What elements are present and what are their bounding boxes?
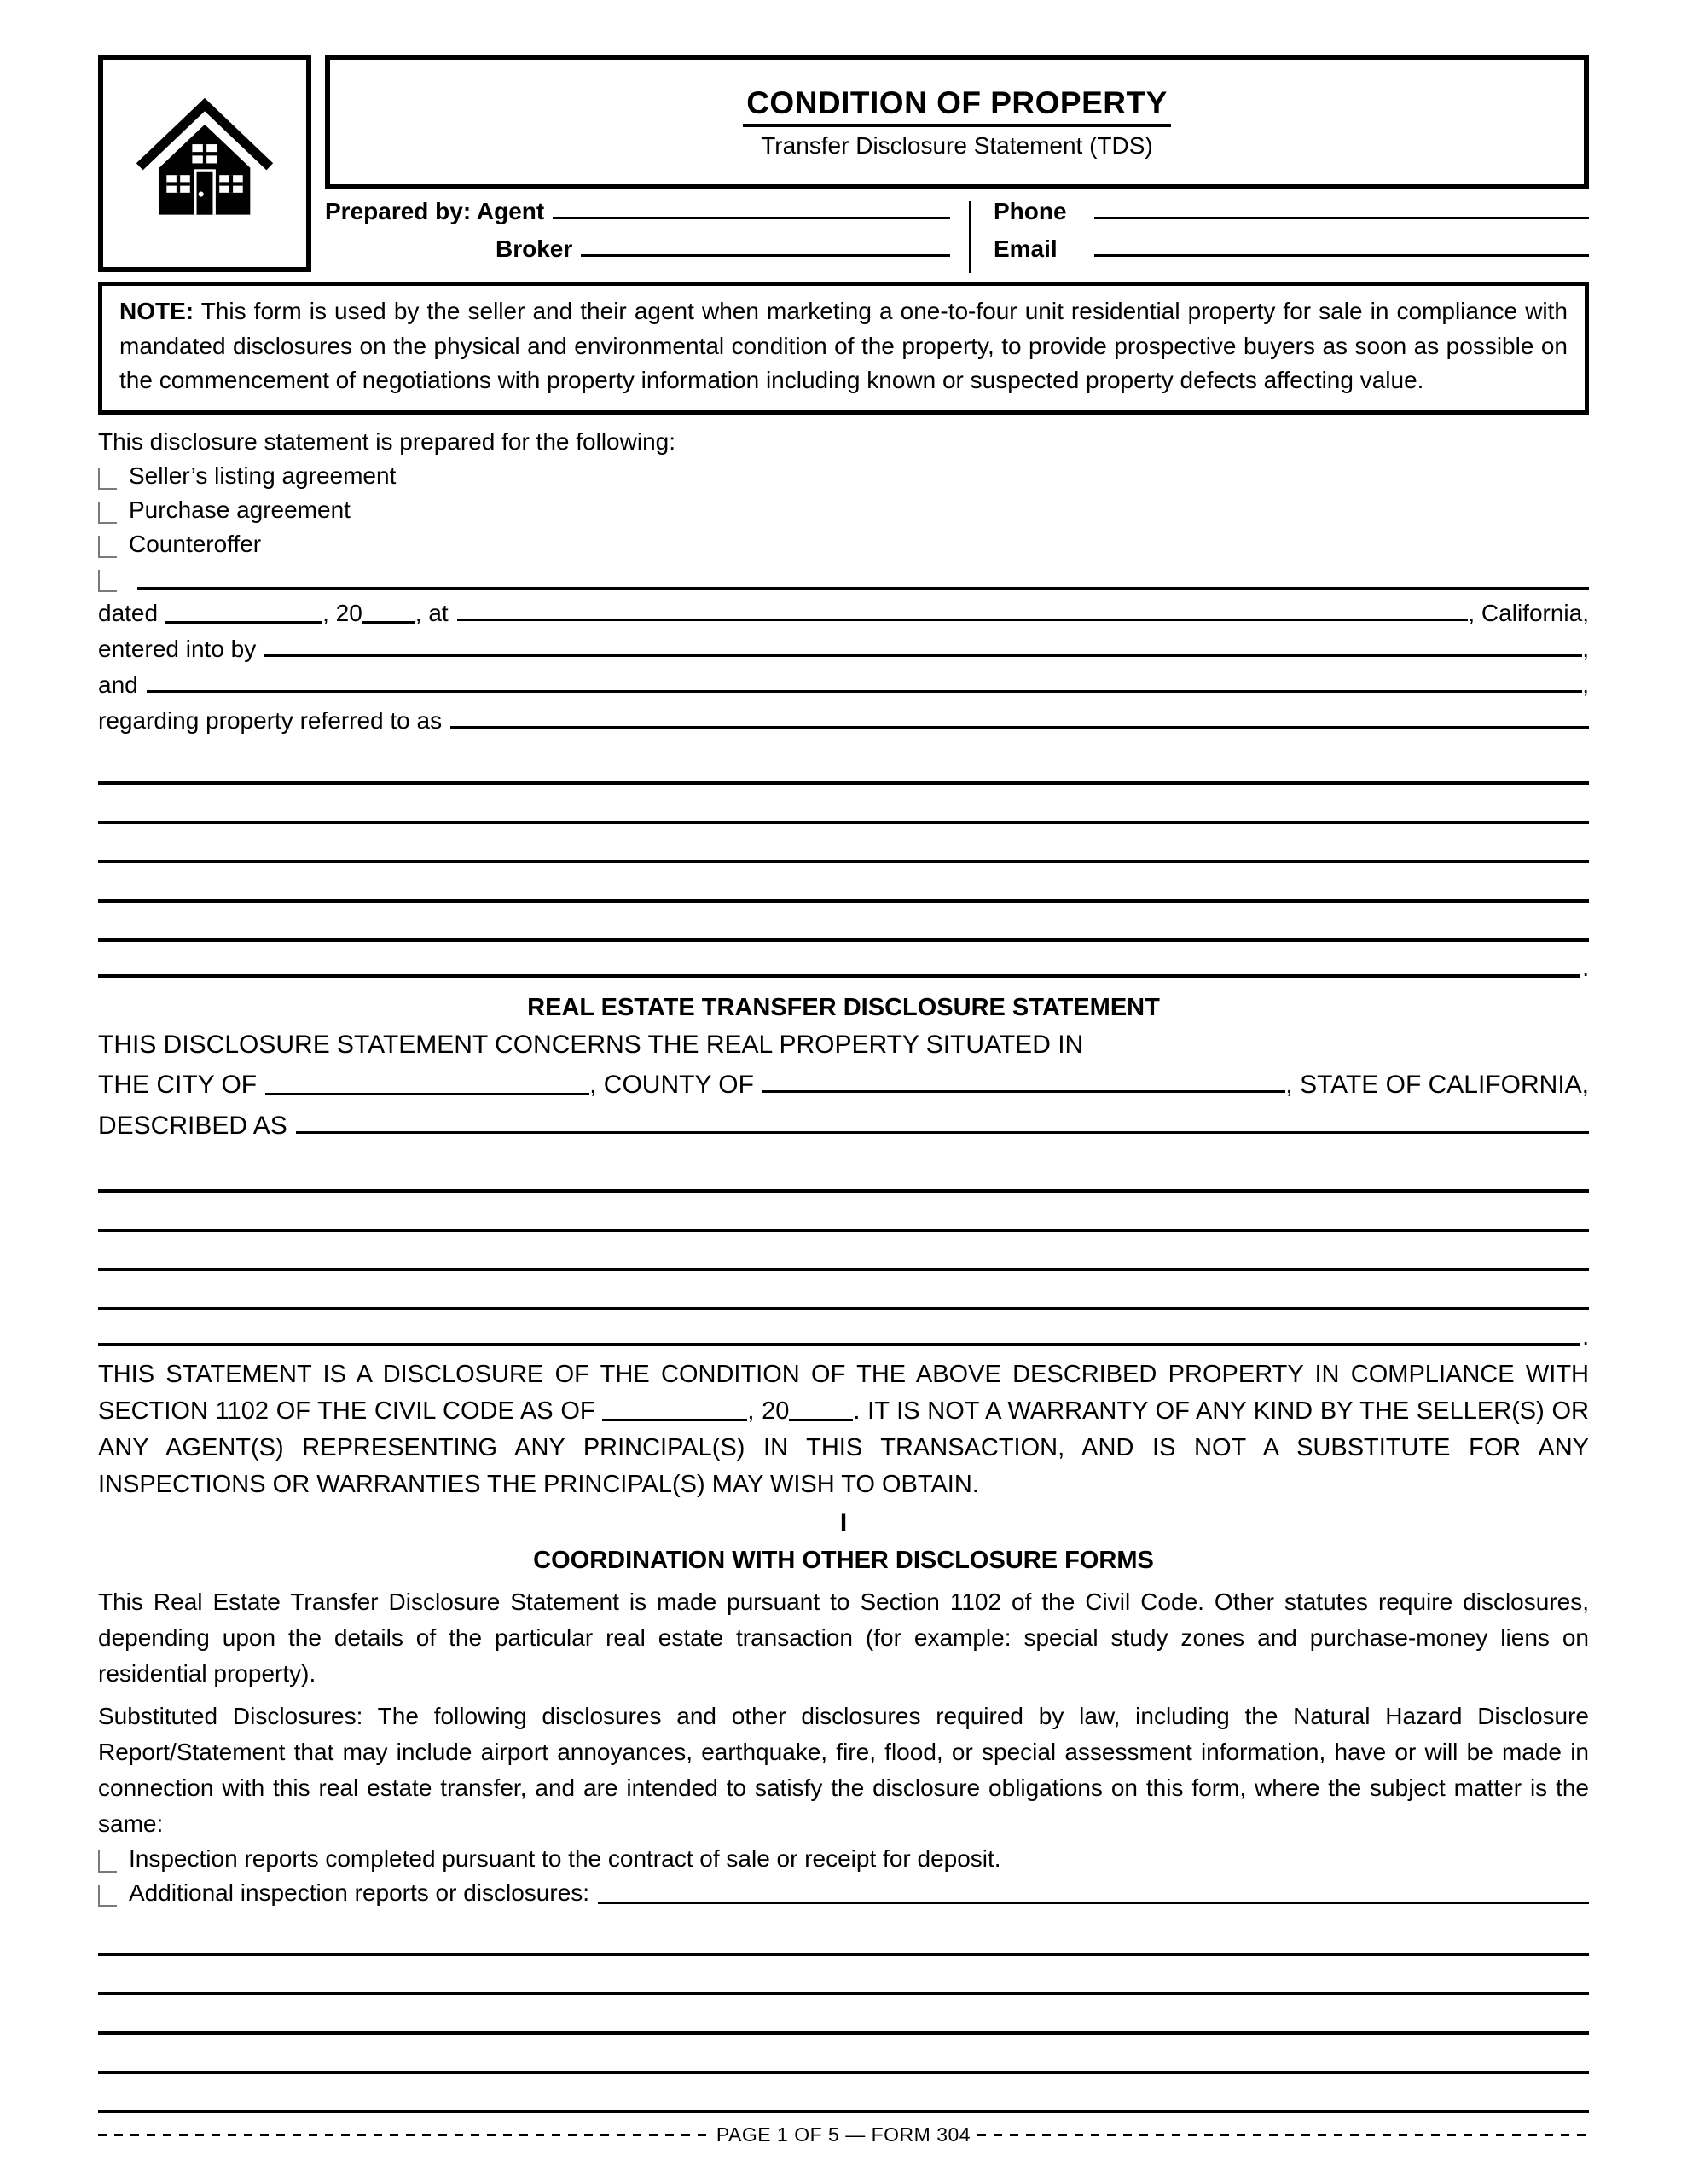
page-title: CONDITION OF PROPERTY: [743, 85, 1171, 127]
note-box: [98, 282, 1589, 415]
option-other: [98, 561, 1589, 595]
blank-line[interactable]: [98, 2074, 1589, 2113]
checkbox[interactable]: [98, 536, 117, 558]
broker-label: Broker: [496, 235, 573, 262]
additional-disclosures-option: [98, 1876, 1589, 1910]
and-label: and: [98, 671, 138, 698]
county-field[interactable]: [762, 1090, 1285, 1093]
as-of-year-field[interactable]: [789, 1419, 853, 1421]
blank-line[interactable]: [98, 1153, 1589, 1193]
coordination-para-1: This Real Estate Transfer Disclosure Statement is made pursuant to Section 1102 of the Civil Code. Other statutes require disclosures, depending upon the details of the particular real estate transaction (for example: special study zones and purchase-money liens on residential property).: [98, 1589, 1589, 1687]
property-description-lines: [98, 746, 1589, 981]
blank-line[interactable]: [98, 1193, 1589, 1232]
comma: ,: [1582, 635, 1589, 662]
prepared-by-block: [325, 198, 1589, 273]
blank-line[interactable]: [98, 903, 1589, 942]
additional-disclosure-lines: [98, 1917, 1589, 2113]
phone-row: [994, 198, 1589, 235]
checkbox[interactable]: [98, 1885, 117, 1907]
blank-line[interactable]: [98, 1956, 1589, 1995]
as-of-date-field[interactable]: [602, 1419, 747, 1421]
form-content: [98, 55, 1589, 2113]
blank-line[interactable]: [98, 746, 1589, 785]
comma: ,: [1582, 671, 1589, 698]
entered-into-by-row: [98, 631, 1589, 667]
date-field[interactable]: [165, 621, 322, 624]
phone-label: Phone: [993, 198, 1067, 224]
checkbox[interactable]: [98, 1850, 117, 1873]
option-label: Purchase agreement: [129, 496, 351, 523]
note-text: This form is used by the seller and their agent when marketing a one-to-four unit residential property for sale in compliance with mandated disclosures on the physical and environmental condition of the property, to provide prospective buyers as soon as possible on the commencement of negotiations with property information including known or suspected property defects affecting value.: [119, 298, 1568, 394]
title-box: [325, 55, 1589, 189]
city-field[interactable]: [265, 1093, 589, 1095]
logo-box: [98, 55, 311, 272]
dated-label: dated: [98, 599, 159, 626]
additional-disclosures-field[interactable]: [598, 1902, 1589, 1904]
party-two-field[interactable]: [147, 690, 1583, 693]
agent-field[interactable]: [553, 217, 950, 219]
section-numeral: I: [839, 1509, 848, 1538]
page-subtitle: Transfer Disclosure Statement (TDS): [761, 131, 1153, 159]
description-field[interactable]: [296, 1131, 1589, 1134]
and-row: [98, 667, 1589, 703]
email-field[interactable]: [1094, 254, 1589, 257]
entered-into-by-label: entered into by: [98, 635, 257, 662]
option-counteroffer: [98, 527, 1589, 561]
footer-dash-left: [98, 2134, 710, 2136]
note-label: NOTE:: [119, 298, 194, 324]
statement-part2: . IT IS NOT A WARRANTY OF ANY KIND BY THE SELLER(S) OR ANY AGENT(S) REPRESENTING ANY PRINCIPAL(S) IN THIS TRANSACTION, AND IS NOT A SUBSTITUTE FOR ANY INSPECTIONS OR WARRANTIES THE PRINCIPAL(S) MAY WISH TO OBTAIN.: [98, 1397, 1589, 1498]
state-label: , STATE OF CALIFORNIA,: [1285, 1070, 1589, 1099]
place-field[interactable]: [457, 619, 1469, 621]
checkbox[interactable]: [98, 468, 117, 490]
property-field[interactable]: [450, 726, 1589, 729]
blank-line[interactable]: [98, 1995, 1589, 2035]
additional-disclosures-label: Additional inspection reports or disclosures:: [129, 1879, 590, 1907]
page-footer: [98, 2123, 1589, 2146]
broker-field[interactable]: [581, 254, 950, 257]
prepared-for-intro: This disclosure statement is prepared for the following:: [98, 427, 675, 455]
blank-line[interactable]: [98, 863, 1589, 903]
blank-line[interactable]: [98, 785, 1589, 824]
other-option-field[interactable]: [137, 587, 1589, 590]
agent-label: Prepared by: Agent: [325, 198, 545, 224]
inspection-reports-label: Inspection reports completed pursuant to the contract of sale or receipt for deposit.: [129, 1845, 1001, 1873]
phone-field[interactable]: [1094, 217, 1589, 219]
house-icon: [131, 87, 278, 240]
statement-paragraph: [98, 1356, 1589, 1503]
statement-comma-20: , 20: [747, 1397, 790, 1425]
statement-part1: THIS STATEMENT IS A DISCLOSURE OF THE CONDITION OF THE ABOVE DESCRIBED PROPERTY IN COMPLIANCE WITH SECTION 1102 OF THE CIVIL CODE AS OF: [98, 1360, 1589, 1425]
year-field[interactable]: [362, 621, 415, 624]
inspection-reports-option: [98, 1842, 1589, 1876]
footer-text: PAGE 1 OF 5 — FORM 304: [716, 2123, 971, 2146]
tds-line1: THIS DISCLOSURE STATEMENT CONCERNS THE REAL PROPERTY SITUATED IN: [98, 1030, 1084, 1059]
blank-line[interactable]: [98, 824, 1589, 863]
checkbox[interactable]: [98, 570, 117, 592]
blank-line[interactable]: [98, 1271, 1589, 1310]
checkbox[interactable]: [98, 502, 117, 524]
coordination-para-2: Substituted Disclosures: The following disclosures and other disclosures required by law, including the Natural Hazard Disclosure Report/Statement that may include airport annoyances, earthquake, fire, flood, or special assessment information, have or will be made in connection with this real estate transfer, and are intended to satisfy the disclosure obligations on this form, where the subject matter is the same:: [98, 1703, 1589, 1838]
footer-dash-right: [977, 2134, 1589, 2136]
email-row: [994, 235, 1589, 273]
at-label: , at: [415, 599, 449, 626]
county-label: , COUNTY OF: [589, 1070, 754, 1099]
blank-line[interactable]: [98, 974, 1580, 978]
blank-line-last[interactable]: [98, 1310, 1589, 1350]
agent-row: [325, 198, 950, 235]
prepared-by-left: [325, 198, 950, 273]
option-purchase-agreement: [98, 493, 1589, 527]
blank-line[interactable]: [98, 1343, 1580, 1346]
trailing-period: .: [1582, 954, 1589, 981]
option-sellers-listing: [98, 459, 1589, 493]
blank-line[interactable]: [98, 1232, 1589, 1271]
described-as-label: DESCRIBED AS: [98, 1111, 287, 1140]
city-label: THE CITY OF: [98, 1070, 258, 1099]
party-one-field[interactable]: [264, 654, 1582, 657]
section-heading: COORDINATION WITH OTHER DISCLOSURE FORMS: [533, 1547, 1154, 1575]
described-as-row: [98, 1106, 1589, 1147]
broker-row: [325, 235, 950, 273]
comma-20-label: , 20: [322, 599, 362, 626]
option-label: Seller’s listing agreement: [129, 462, 397, 489]
header-divider: [969, 201, 971, 273]
prepared-by-right: [994, 198, 1589, 273]
header-right: [325, 55, 1589, 273]
trailing-period: .: [1582, 1322, 1589, 1350]
blank-line-last[interactable]: [98, 942, 1589, 981]
tds-heading: REAL ESTATE TRANSFER DISCLOSURE STATEMENT: [527, 993, 1160, 1021]
legal-description-lines: [98, 1153, 1589, 1350]
california-label: , California,: [1468, 599, 1589, 626]
email-label: Email: [993, 235, 1058, 262]
dated-row: [98, 595, 1589, 631]
blank-line[interactable]: [98, 2035, 1589, 2074]
blank-line[interactable]: [98, 1917, 1589, 1956]
option-label: Counteroffer: [129, 530, 262, 557]
regarding-label: regarding property referred to as: [98, 706, 443, 734]
header: [98, 55, 1589, 273]
city-county-row: [98, 1065, 1589, 1106]
regarding-row: [98, 703, 1589, 739]
